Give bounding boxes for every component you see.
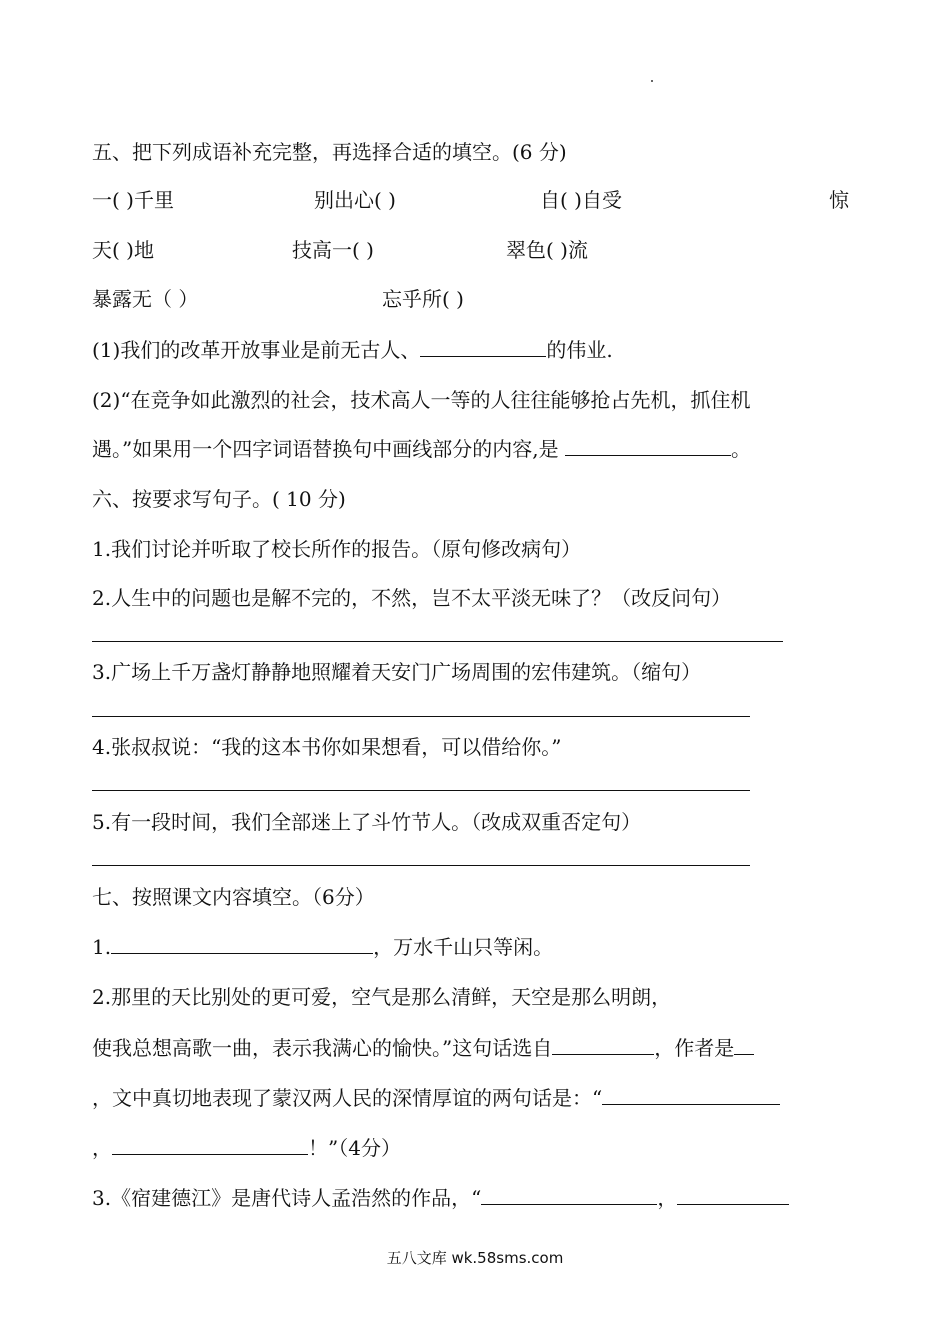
sentence-2: 2.人生中的问题也是解不完的，不然，岂不太平淡无味了？（改反问句） [92,586,732,610]
fill-2-line1: 2.那里的天比别处的更可爱，空气是那么清鲜，天空是那么明朗， [92,985,672,1009]
fill-2-line3 [92,1084,780,1112]
answer-blank[interactable] [565,435,731,456]
idiom-5: 技高一( ) [292,238,374,262]
q1-text: (1)我们的改革开放事业是前无古人、 [92,338,421,362]
fill-2-text: 使我总想高歌一曲，表示我满心的愉快。”这句话选自 [92,1036,553,1060]
sentence-3: 3.广场上千万盏灯静静地照耀着天安门广场周围的宏伟建筑。（缩句） [92,660,702,684]
fill-2-line2 [92,1034,754,1062]
answer-blank[interactable] [112,1134,308,1155]
answer-line[interactable] [92,790,750,791]
fill-2-line4 [92,1134,401,1162]
answer-blank[interactable] [734,1034,754,1055]
answer-line[interactable] [92,865,750,866]
fill-1-text: ，万水千山只等闲。 [373,935,554,959]
answer-line[interactable] [92,716,750,717]
idiom-1: 一( )千里 [92,188,174,212]
fill-2-comma: ， [92,1136,112,1160]
sentence-5: 5.有一段时间，我们全部迷上了斗竹节人。（改成双重否定句） [92,810,642,834]
section6-heading: 六、按要求写句子。( 10 分) [92,487,346,511]
section7-heading: 七、按照课文内容填空。（6分） [92,885,375,909]
fill-1-num: 1. [92,935,112,959]
sentence-1: 1.我们讨论并听取了校长所作的报告。（原句修改病句） [92,537,582,561]
answer-blank[interactable] [552,1034,654,1055]
answer-blank[interactable] [602,1084,780,1105]
answer-blank[interactable] [420,336,546,357]
fill-2-tail: ！”（4分） [308,1136,401,1160]
sentence-4: 4.张叔叔说：“我的这本书你如果想看，可以借给你。” [92,735,562,759]
idiom-7: 暴露无（ ） [92,287,199,311]
fill-3-text: 3.《宿建德江》是唐代诗人孟浩然的作品，“ [92,1186,482,1210]
idiom-4-end: 天( )地 [92,238,154,262]
q2-text: 遇。”如果用一个四字词语替换句中画线部分的内容,是 [92,437,565,461]
fill-2-text: ，文中真切地表现了蒙汉两人民的深情厚谊的两句话是：“ [92,1086,603,1110]
fill-3 [92,1184,789,1212]
q2-tail: 。 [730,437,751,461]
answer-blank[interactable] [677,1184,789,1205]
fill-3-comma: ， [657,1186,678,1210]
section5-heading: 五、把下列成语补充完整，再选择合适的填空。(6 分) [92,140,567,164]
idiom-3: 自( )自受 [540,188,622,212]
speck [651,80,653,82]
idiom-2: 别出心( ) [314,188,396,212]
answer-blank[interactable] [481,1184,657,1205]
question-5-2-line2 [92,435,751,463]
fill-1 [92,933,553,961]
question-5-2-line1: (2)“在竞争如此激烈的社会，技术高人一等的人往往能够抢占先机，抓住机 [92,388,751,412]
page-footer: 五八文库 wk.58sms.com [386,1249,564,1267]
idiom-8: 忘乎所( ) [382,287,464,311]
fill-2-author-label: ，作者是 [654,1036,735,1060]
answer-blank[interactable] [111,933,373,954]
idiom-6: 翠色( )流 [506,238,588,262]
q1-tail: 的伟业. [546,338,613,362]
answer-line[interactable] [92,641,783,642]
question-5-1 [92,336,613,364]
idiom-4-start: 惊 [829,188,849,212]
